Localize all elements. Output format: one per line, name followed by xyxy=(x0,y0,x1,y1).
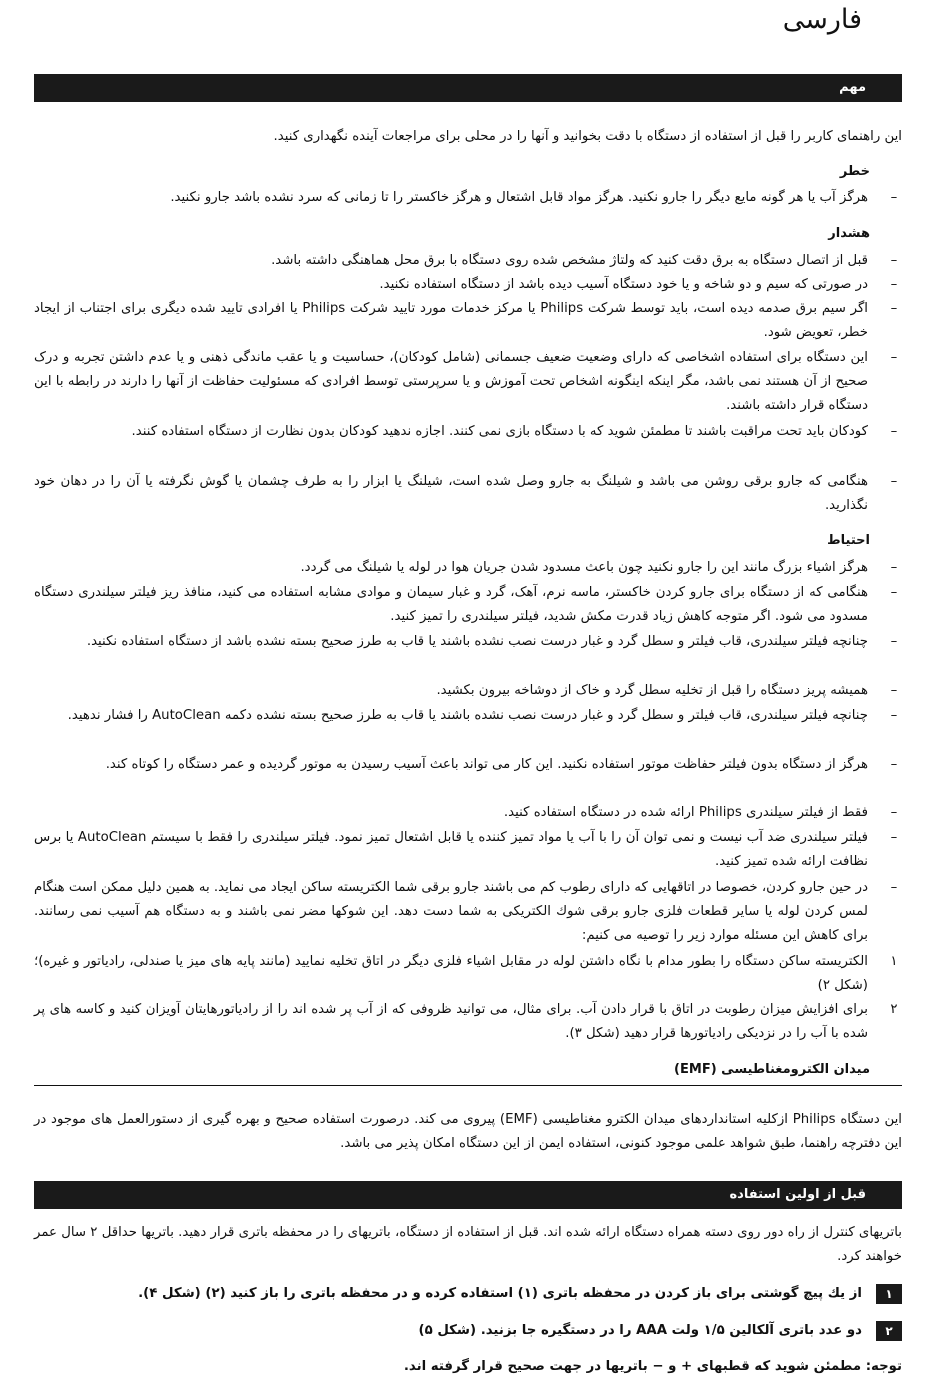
first-use-intro: باتریهای کنترل از راه دور روی دسته همراه دستگاه ارائه شده اند. قبل از استفاده از دستگاه، باتریهای را در محفظه باتری قرار دهید. باتریها حداقل ۲ سال عمر خواهند کرد. xyxy=(34,1225,902,1264)
section-bar-important: مهم xyxy=(34,74,902,102)
warning-heading: هشدار xyxy=(828,226,870,241)
emf-rule xyxy=(34,1085,902,1086)
warning-item: – این دستگاه برای استفاده اشخاصی که دارای وضعیت ضعیف جسمانی (شامل کودکان)، حساسیت و یا عقب ماندگی ذهنی و یا عدم داشتن تجربه و درک صحیح از آن هستند نمی باشد، مگر اینکه اینگونه اشخاص تحت آموزش و یا سرپرستی توسط افرادی که مسئولیت حفاظت از آنها را دارند در رابطه با این دستگاه قرار داشته باشند. xyxy=(34,350,898,413)
emf-heading: میدان الکترومغناطیسی (EMF) xyxy=(674,1062,870,1077)
numbered-item: ۱ الکتریسته ساکن دستگاه را بطور مدام با نگاه داشتن لوله در مقابل اشیاء فلزی دیگر در اتاق تخلیه نمایید (مانند پایه های میز یا صندلی، رادیاتور و غیره)؛ (شکل ٢) xyxy=(34,954,898,993)
caution-item: – چنانچه فیلتر سیلندری، قاب فیلتر و سطل گرد و غبار درست نصب نشده باشند یا قاب به طرز صحیح بسته نشده باشد از دستگاه استفاده نکنید. xyxy=(86,634,898,649)
warning-item: – کودکان باید تحت مراقبت باشند تا مطمئن شوید که با دستگاه بازی نمی کنند. اجازه ندهید کودکان بدون نظارت از دستگاه استفاده کنند. xyxy=(131,424,898,439)
danger-item: – هرگز آب یا هر گونه مایع دیگر را جارو نکنید. هرگز مواد قابل اشتعال و هرگز خاکستر را تا زمانی که سرد نشده باشد جارو نکنید. xyxy=(170,190,898,205)
caution-item: – فقط از فیلتر سیلندری Philips ارائه شده در دستگاه استفاده کنید. xyxy=(503,805,898,820)
important-intro: این راهنمای کاربر را قبل از استفاده از دستگاه با دقت بخوانید و آنها را در محلی برای مراجعات آینده نگهداری کنید. xyxy=(273,129,902,144)
language-title: فارسی xyxy=(782,4,862,35)
caution-item: – هرگز اشیاء بزرگ مانند این را جارو نکنید چون باعث مسدود شدن جریان هوا در لوله یا شیلنگ می گردد. xyxy=(300,560,898,575)
battery-note: توجه: مطمئن شوید که قطبهای + و − باتریها در جهت صحیح قرار گرفته اند. xyxy=(403,1359,902,1374)
warning-item: – اگر سیم برق صدمه دیده است، باید توسط شرکت Philips یا مرکز خدمات مورد تایید شرکت Philips یا افرادی تایید شده دیگری برای اجتناب از ایجاد خطر، تعویض شود. xyxy=(34,301,898,340)
warning-item: – قبل از اتصال دستگاه به برق دقت کنید که ولتاژ مشخص شده روی دستگاه با برق محل هماهنگی داشته باشد. xyxy=(271,253,898,268)
caution-item: – فیلتر سیلندری ضد آب نیست و نمی توان آن را با آب یا مواد تمیز کننده یا قابل اشتعال تمیز نمود. فیلتر سیلندری را فقط با سیستم AutoClean یا برس نظافت ارائه شده تمیز کنید. xyxy=(34,830,898,869)
caution-item: – هرگز از دستگاه بدون فیلتر حفاظت موتور استفاده نکنید. این کار می تواند باعث آسیب رسیدن به موتور گردیده و عمر دستگاه را کوتاه کند. xyxy=(105,757,898,772)
caution-item: – در حین جارو کردن، خصوصا در اتاقهایی که دارای رطوب کم می باشند جارو برقی شما الکتریسته ساکن ایجاد می نماید. به همین دلیل ممکن است هنگام لمس کردن لوله یا سایر قطعات فلزی جارو برقی شوك الکتریکی به شما دست دهد. این شوکها مضر نمی باشند و به دستگاه هم آسیب نمی رسانند. برای کاهش این مسئله موارد زیر را توصیه می کنیم: xyxy=(34,880,898,943)
step-item: ۲ دو عدد باتری آلکالین ۱/۵ ولت AAA را در دستگیره جا بزنید. (شکل ۵) xyxy=(34,1319,902,1343)
section-bar-first-use: قبل از اولین استفاده xyxy=(34,1181,902,1209)
step-item: ۱ از یك پیچ گوشتی برای باز کردن در محفظه باتری (۱) استفاده کرده و در محفظه باتری را باز کنید (۲) (شکل ۴). xyxy=(34,1282,902,1306)
caution-heading: احتیاط xyxy=(827,533,870,548)
caution-item: – چنانچه فیلتر سیلندری، قاب فیلتر و سطل گرد و غبار درست نصب نشده باشند یا قاب به طرز صحیح بسته نشده دکمه AutoClean را فشار ندهید. xyxy=(67,708,898,723)
numbered-item: ۲ برای افزایش میزان رطوبت در اتاق با قرار دادن آب. برای مثال، می توانید ظروفی که از آب پر شده اند را از رادیاتورهایتان آویزان کنید و کاسه های پر شده با آب را در نزدیکی رادیاتورها قرار دهید (شکل ٣). xyxy=(34,1002,898,1041)
warning-item: – در صورتی که سیم و دو شاخه و یا خود دستگاه آسیب دیده باشد از دستگاه استفاده نکنید. xyxy=(379,277,898,292)
caution-item: – هنگامی که از دستگاه برای جارو کردن خاکستر، ماسه نرم، آهک، گرد و غبار سیمان و موادی مشابه استفاده می کنید، منافذ ریز فیلتر سیلندری دستگاه مسدود می شود. اگر متوجه کاهش زیاد قدرت مکش شدید، فیلتر سیلندری را تمیز کنید. xyxy=(34,585,898,624)
emf-text: این دستگاه Philips ازکلیه استانداردهای میدان الکترو مغناطیسی (EMF) پیروی می کند. درصورت استفاده صحیح و بهره گیری از دستورالعمل های موجود در این دفترچه راهنما، طبق شواهد علمی موجود کنونی، استفاده ایمن از این دستگاه امکان پذیر می باشد. xyxy=(34,1112,902,1151)
warning-item: – هنگامی که جارو برقی روشن می باشد و شیلنگ به جارو وصل شده است، شیلنگ یا ابزار را به طرف چشمان یا گوش نگرفته یا آن را در دهان خود نگذارید. xyxy=(34,474,898,513)
danger-heading: خطر xyxy=(839,164,870,179)
caution-item: – همیشه پریز دستگاه را قبل از تخلیه سطل گرد و خاک از دوشاخه بیرون بکشید. xyxy=(436,683,898,698)
